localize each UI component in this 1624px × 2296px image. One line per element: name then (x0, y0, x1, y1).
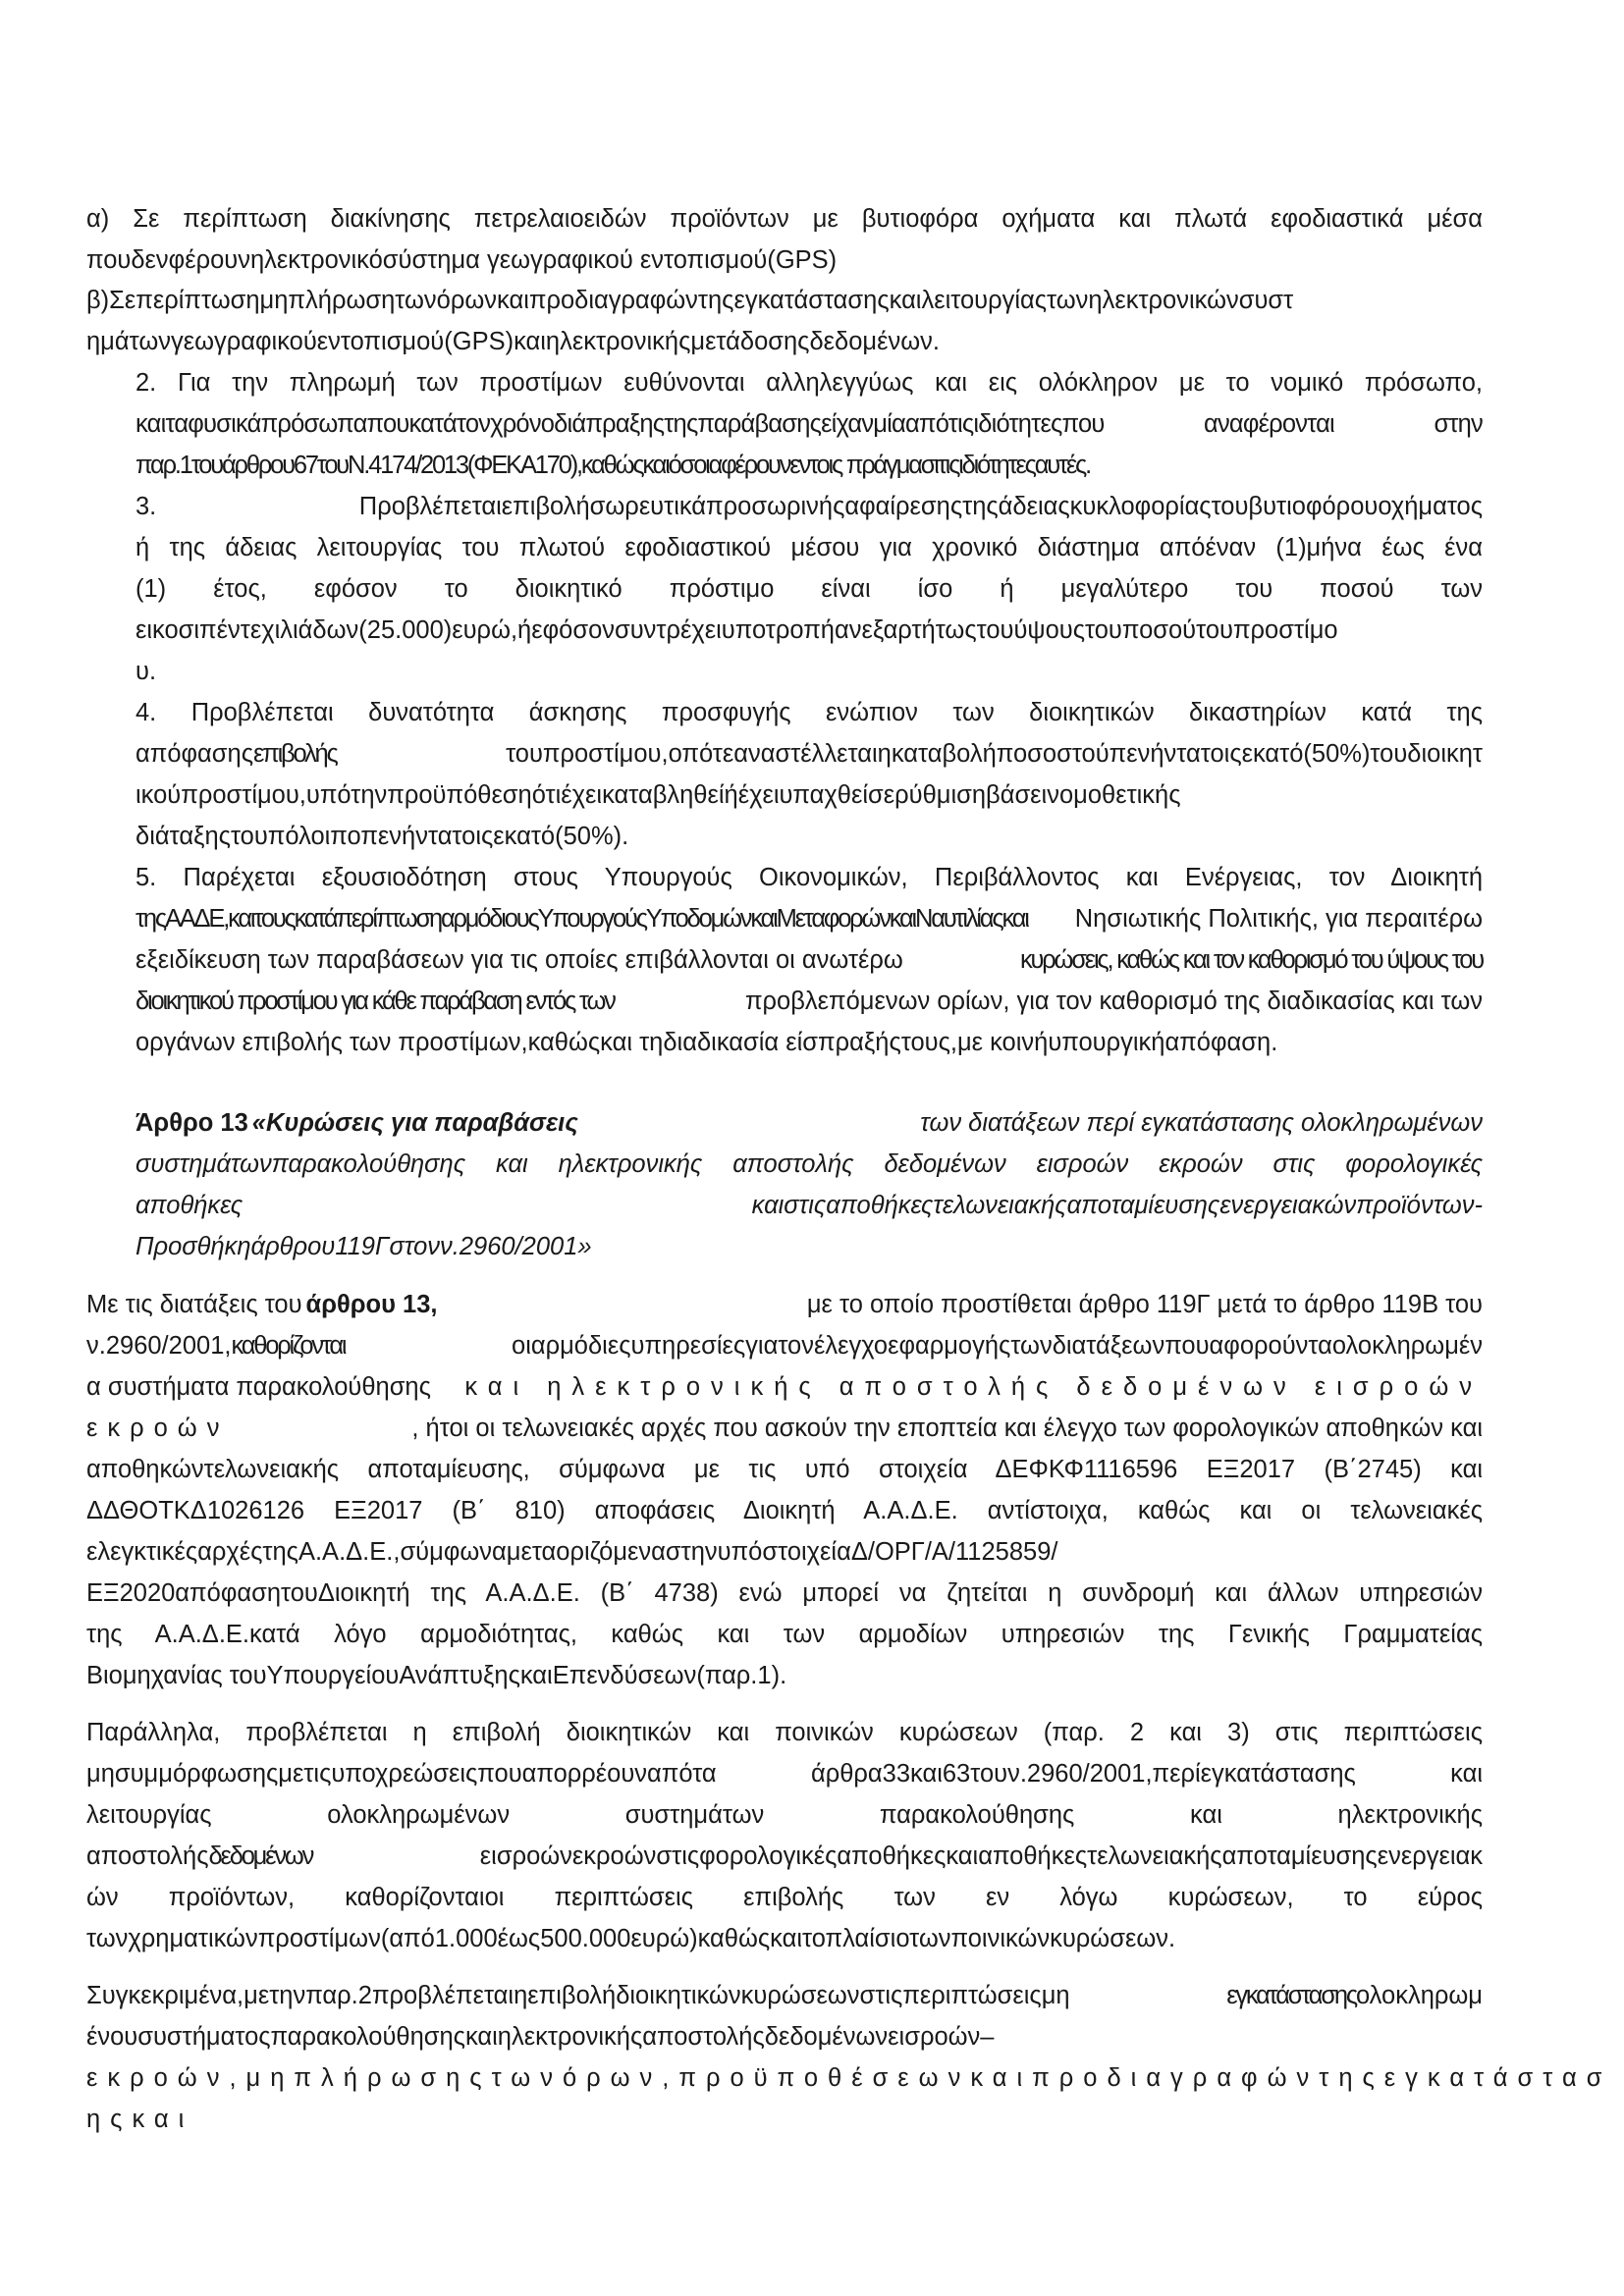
para7-line5: ών προϊόντων, καθορίζονταιοι περιπτώσεις επιβολής των εν λόγω κυρώσεων, το εύρος (86, 1884, 1483, 1911)
para2-line2: καιταφυσικάπρόσωπαπουκατάτονχρόνοδιάπραξηςτηςπαράβασηςείχανμίααπότιςιδιότητεςπου αναφέρονται στην (135, 410, 1483, 438)
para6-line4-part1: εκροών (86, 1415, 230, 1442)
para5-line3-part1: εξειδίκευση των παραβάσεων για τις οποίες επιβάλλονται οι ανωτέρω (135, 946, 903, 974)
article-number: Άρθρο 13 (135, 1109, 248, 1137)
article-heading-line1 (135, 1104, 1483, 1142)
para5-line4 (135, 983, 1483, 1020)
para1-line1: α) Σε περίπτωση διακίνησης πετρελαιοειδών προϊόντων με βυτιοφόρα οχήματα και πλωτά εφοδιαστικά μέσα (86, 205, 1483, 233)
para5-line2 (135, 900, 1483, 937)
para3-line4: εικοσιπέντεχιλιάδων(25.000)ευρώ,ήεφόσονσυντρέχειυποτροπήανεξαρτήτωςτουύψουςτουποσούτουπροστίμο (135, 616, 1338, 644)
para4-line2-start (135, 735, 337, 773)
para2-line1: 2. Για την πληρωμή των προστίμων ευθύνονται αλληλεγγύως και εις ολόκληρον με το νομικό πρόσωπο, (135, 369, 1483, 397)
para4-line2-part3: τουπροστίμου,οπότεαναστέλλεταιηκαταβολήποσοστούπενήντατοιςεκατό(50%)τουδιοικητ (506, 740, 1483, 768)
para6-line1-bold: άρθρου 13, (305, 1291, 438, 1318)
para6-line10: Βιομηχανίας τουΥπουργείουΑνάπτυξηςκαιΕπενδύσεων(παρ.1). (86, 1662, 787, 1689)
para6-line7: ελεγκτικέςαρχέςτηςΑ.Α.Δ.Ε.,σύμφωναμεταοριζόμεναστηνυπόστοιχείαΔ/ΟΡΓ/Α/1125859/ (86, 1538, 1058, 1566)
para4-line1: 4. Προβλέπεται δυνατότητα άσκησης προσφυγής ενώπιον των διοικητικών δικαστηρίων κατά της (135, 699, 1483, 726)
para3-line3: (1) έτος, εφόσον το διοικητικό πρόστιμο είναι ίσο ή μεγαλύτερο του ποσού των (135, 575, 1483, 603)
article-title: «Κυρώσεις για παραβάσεις (251, 1109, 578, 1137)
para6-line4 (86, 1410, 1483, 1447)
para6-line1-part1: Με τις διατάξεις του (86, 1291, 302, 1318)
para8-line4: ηςκαι (86, 2106, 194, 2133)
article-heading-line2: συστημάτωνπαρακολούθησης και ηλεκτρονικής αποστολής δεδομένων εισροών εκροών στις φορολογικές (135, 1150, 1483, 1178)
para7-line6: τωνχρηματικώνπροστίμων(από1.000έως500.000ευρώ)καθώςκαιτοπλαίσιοτωνποινικώνκυρώσεων. (86, 1925, 1176, 1952)
para7-line1: Παράλληλα, προβλέπεται η επιβολή διοικητικών και ποινικών κυρώσεων (παρ. 2 και 3) στις περιπτώσεις (86, 1719, 1483, 1746)
para6-line4-part2: , ήτοι οι τελωνειακές αρχές που ασκούν την εποπτεία και έλεγχο των φορολογικών αποθηκών και (411, 1415, 1483, 1442)
para6-line8: ΕΞ2020απόφασητουΔιοικητή της Α.Α.Δ.Ε. (Β΄ 4738) ενώ μπορεί να ζητείται η συνδρομή και άλλων υπηρεσιών (86, 1579, 1483, 1607)
para7-line2: μησυμμόρφωσηςμετιςυποχρεώσειςπουαπορρέουναπότα άρθρα33και63τουν.2960/2001,περίεγκατάστασης και (86, 1760, 1483, 1788)
article-heading-line3-part2: καιστιςαποθήκεςτελωνειακήςαποταμίευσηςενεργειακώνπροϊόντων- (751, 1192, 1483, 1219)
para5-line5: οργάνων επιβολής των προστίμων,καθώςκαι τηδιαδικασία είσπραξήςτους,με κοινήυπουργικήαπόφαση. (135, 1029, 1278, 1056)
para6-line1-start (86, 1286, 438, 1323)
article-heading-line4: Προσθήκηάρθρου119Γστονν.2960/2001» (135, 1233, 592, 1260)
para1-line2: πουδενφέρουνηλεκτρονικόσύστημα γεωγραφικού εντοπισμού(GPS) (86, 246, 838, 274)
para3-line2: ή της άδειας λειτουργίας του πλωτού εφοδιαστικού μέσου για χρονικό διάστημα απόέναν (1)μήνα έως ένα (135, 534, 1483, 561)
para6-line1 (86, 1286, 1483, 1323)
para7-line4-part2: δεδομένων (208, 1842, 313, 1870)
article-heading-line1-start (135, 1104, 578, 1142)
para6-line2-part2: καθορίζονται (231, 1332, 346, 1360)
article-heading-line3-part1: αποθήκες (135, 1192, 244, 1219)
para6-line2-part3: οιαρμόδιεςυπηρεσίεςγιατονέλεγχοεφαρμογήςτωνδιατάξεωνπουαφορούνταολοκληρωμέν (512, 1332, 1483, 1360)
para5-line3-part2: κυρώσεις, καθώς και τον καθορισμό του ύψους του (1019, 946, 1483, 974)
para6-line3 (86, 1368, 1483, 1406)
para8-line1-part1: Συγκεκριμένα,μετηνπαρ.2προβλέπεταιηεπιβολήδιοικητικώνκυρώσεωνστιςπεριπτώσειςμη (86, 1982, 1070, 2009)
para6-line3-part2: και ηλεκτρονικής αποστολής δεδομένων εισροών (464, 1373, 1483, 1401)
para7-line3: λειτουργίας ολοκληρωμένων συστημάτων παρακολούθησης και ηλεκτρονικής (86, 1801, 1483, 1829)
para8-line1-part3: ολοκληρωμ (1355, 1982, 1483, 2009)
para4-line4: διάταξηςτουπόλοιποπενήντατοιςεκατό(50%). (135, 823, 629, 850)
para5-line4-part1: διοικητικού προστίμου για κάθε παράβαση εντός των (135, 988, 615, 1015)
para7-line4-part1: αποστολής (86, 1842, 209, 1870)
para5-line1: 5. Παρέχεται εξουσιοδότηση στους Υπουργούς Οικονομικών, Περιβάλλοντος και Ενέργειας, τον Διοικητή (135, 864, 1483, 891)
para3-line5: υ. (135, 658, 157, 685)
para7-line4 (86, 1838, 1483, 1875)
para5-line4-part2: προβλεπόμενων ορίων, για τον καθορισμό της διαδικασίας και των (744, 988, 1483, 1015)
para6-line2-part1: ν.2960/2001, (86, 1332, 232, 1360)
para4-line2-part2: επιβολής (253, 740, 337, 768)
para2-line3: παρ.1τουάρθρου67τουΝ.4174/2013(ΦΕΚΑ170),καθώςκαιόσοιαφέρουνεντοις πράγμασιτιςιδιότητεςαυτές. (135, 452, 1091, 479)
para8-line3: εκροών,μηπλήρωσηςτωνόρων,προϋποθέσεωνκαιπροδιαγραφώντηςεγκατάστασ (86, 2064, 1612, 2092)
para7-line4-part3: εισροώνεκροώνστιςφορολογικέςαποθήκεςκαιαποθήκεςτελωνειακήςαποταμίευσηςενεργειακ (479, 1842, 1483, 1870)
para1-line4: ημάτωνγεωγραφικούεντοπισμού(GPS)καιηλεκτρονικήςμετάδοσηςδεδομένων. (86, 328, 940, 355)
para8-line2: ένουσυστήματοςπαρακολούθησηςκαιηλεκτρονικήςαποστολήςδεδομένωνεισροών– (86, 2023, 995, 2051)
article-heading-line3 (135, 1187, 1483, 1224)
para6-line2-start (86, 1327, 345, 1364)
para6-line5: αποθηκώντελωνειακής αποταμίευσης, σύμφωνα με τις υπό στοιχεία ΔΕΦΚΦ1116596 ΕΞ2017 (Β΄2745) και (86, 1456, 1483, 1483)
para8-line1-part2: εγκατάστασης (1226, 1982, 1356, 2009)
para3-line1: 3. Προβλέπεταιεπιβολήσωρευτικάπροσωρινήςαφαίρεσηςτηςάδειαςκυκλοφορίαςτουβυτιοφόρουοχήματος (135, 493, 1483, 520)
para8-line1 (86, 1977, 1483, 2014)
para6-line6: ΔΔΘΟΤΚΔ1026126 ΕΞ2017 (Β΄ 810) αποφάσεις Διοικητή Α.Α.Δ.Ε. αντίστοιχα, καθώς και οι τελωνειακές (86, 1497, 1483, 1524)
para5-line2-part1: τηςΑΑΔΕ,καιτουςκατάπερίπτωσηαρμόδιουςΥπουργούςΥποδομώνκαιΜεταφορώνκαιΝαυτιλίαςκαι (135, 905, 1028, 933)
para6-line3-part1: α συστήματα παρακολούθησης (86, 1373, 431, 1401)
para4-line3: ικούπροστίμου,υπότηνπροϋπόθεσηότιέχεικαταβληθείήέχειυπαχθείσερύθμισηβάσεινομοθετικής (135, 781, 1181, 809)
para5-line2-part2: Νησιωτικής Πολιτικής, για περαιτέρω (1074, 905, 1483, 933)
para4-line2-part1: απόφασης (135, 740, 254, 768)
para5-line3 (135, 941, 1483, 979)
article-heading-line1-rest: των διατάξεων περί εγκατάστασης ολοκληρωμένων (920, 1109, 1483, 1137)
para6-line9: της Α.Α.Δ.Ε.κατά λόγο αρμοδιότητας, καθώς και των αρμοδίων υπηρεσιών της Γενικής Γραμματείας (86, 1621, 1483, 1648)
para7-line4-start (86, 1838, 312, 1875)
para6-line2 (86, 1327, 1483, 1364)
para1-line3: β)Σεπερίπτωσημηπλήρωσητωνόρωνκαιπροδιαγραφώντηςεγκατάστασηςκαιλειτουργίαςτωνηλεκτρονικώνσυστ (86, 287, 1294, 314)
para4-line2 (135, 735, 1483, 773)
para8-line1-end (1226, 1977, 1483, 2014)
para6-line1-part3: με το οποίο προστίθεται άρθρο 119Γ μετά το άρθρο 119Β του (806, 1291, 1483, 1318)
